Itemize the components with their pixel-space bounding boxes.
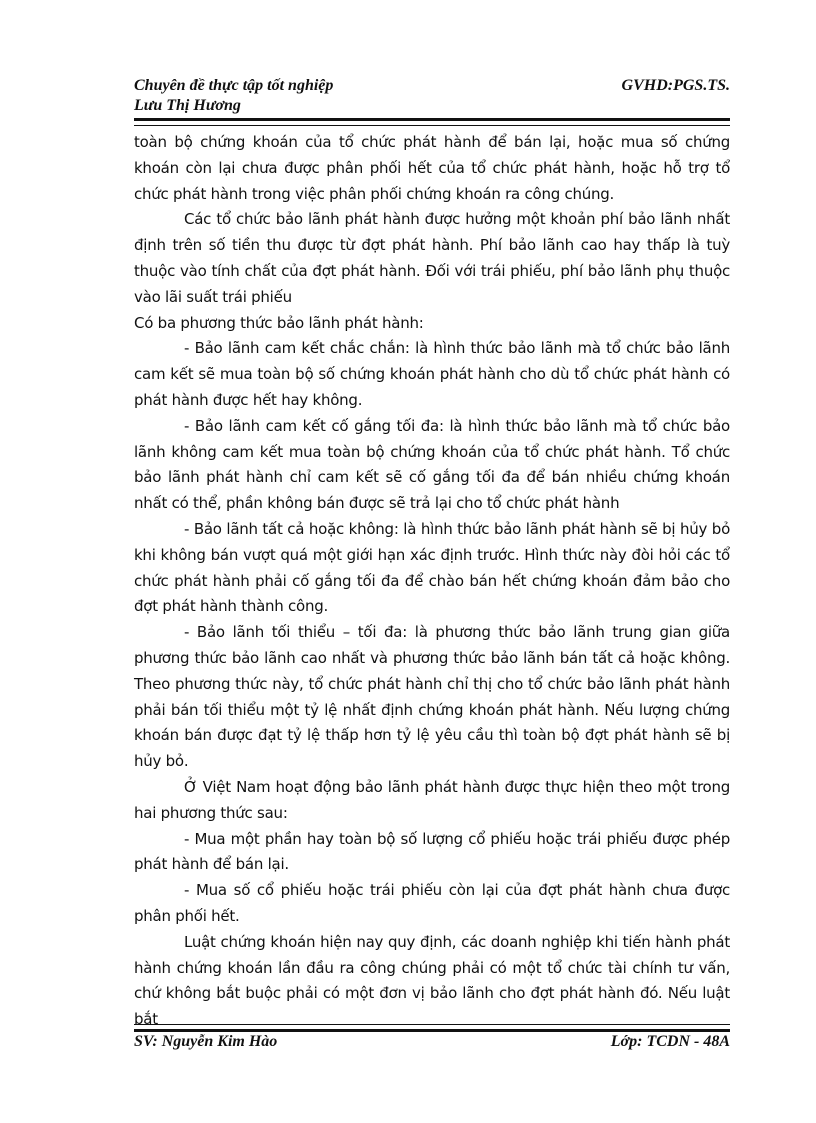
- document-body: [134, 130, 730, 1033]
- paragraph: Luật chứng khoán hiện nay quy định, các doanh nghiệp khi tiến hành phát hành chứng khoán lần đầu ra công chúng phải có một tổ chức tài chính tư vấn, chứ không bắt buộc phải có một đơn vị bảo lãnh cho đợt phát hành đó. Nếu luật bắt: [134, 932, 730, 1029]
- list-item: - Mua một phần hay toàn bộ số lượng cổ phiếu hoặc trái phiếu được phép phát hành để bán lại.: [134, 829, 730, 874]
- paragraph: toàn bộ chứng khoán của tổ chức phát hành để bán lại, hoặc mua số chứng khoán còn lại chưa được phân phối hết của tổ chức phát hành, hoặc hỗ trợ tổ chức phát hành trong việc phân phối chứng khoán ra công chúng.: [134, 133, 730, 203]
- paragraph: Có ba phương thức bảo lãnh phát hành:: [134, 313, 424, 332]
- footer-divider: [134, 1024, 730, 1032]
- header-divider: [134, 118, 730, 126]
- list-item: - Bảo lãnh tất cả hoặc không: là hình thức bảo lãnh phát hành sẽ bị hủy bỏ khi không bán vượt quá một giới hạn xác định trước. Hình thức này đòi hỏi các tổ chức phát hành phải cố gắng tối đa để chào bán hết chứng khoán đảm bảo cho đợt phát hành thành công.: [134, 519, 730, 616]
- list-item: - Mua số cổ phiếu hoặc trái phiếu còn lại của đợt phát hành chưa được phân phối hết.: [134, 881, 730, 925]
- list-item: - Bảo lãnh cam kết chắc chắn: là hình thức bảo lãnh mà tổ chức bảo lãnh cam kết sẽ mua toàn bộ số chứng khoán phát hành cho dù tổ chức phát hành có phát hành được hết hay không.: [134, 339, 730, 409]
- footer-student: SV: Nguyễn Kim Hào: [134, 1033, 278, 1050]
- paragraph: Các tổ chức bảo lãnh phát hành được hưởng một khoản phí bảo lãnh nhất định trên số tiền thu được từ đợt phát hành. Phí bảo lãnh cao hay thấp là tuỳ thuộc vào tính chất của đợt phát hành. Đối với trái phiếu, phí bảo lãnh phụ thuộc vào lãi suất trái phiếu: [134, 210, 730, 306]
- footer-class: Lớp: TCDN - 48A: [610, 1033, 730, 1050]
- paragraph: Ở Việt Nam hoạt động bảo lãnh phát hành được thực hiện theo một trong hai phương thức sau:: [134, 777, 730, 822]
- page-footer: [134, 1032, 730, 1052]
- list-item: - Bảo lãnh tối thiểu – tối đa: là phương thức bảo lãnh trung gian giữa phương thức bảo lãnh cao nhất và phương thức bảo lãnh bán tất cả hoặc không. Theo phương thức này, tổ chức phát hành chỉ thị cho tổ chức bảo lãnh phát hành phải bán tối thiểu một tỷ lệ nhất định chứng khoán phát hành. Nếu lượng chứng khoán bán được đạt tỷ lệ thấp hơn tỷ lệ yêu cầu thì toàn bộ đợt phát hành sẽ bị hủy bỏ.: [134, 623, 730, 771]
- header-author: Lưu Thị Hương: [134, 97, 241, 114]
- list-item: - Bảo lãnh cam kết cố gắng tối đa: là hình thức bảo lãnh mà tổ chức bảo lãnh không cam kết mua toàn bộ chứng khoán của tổ chức phát hành. Tổ chức bảo lãnh phát hành chỉ cam kết sẽ cố gắng tối đa để bán nhiều chứng khoán nhất có thể, phần không bán được sẽ trả lại cho tổ chức phát hành: [134, 416, 730, 513]
- header-title: Chuyên đề thực tập tốt nghiệp: [134, 77, 334, 94]
- page-header: [134, 76, 730, 116]
- header-row: [134, 76, 730, 96]
- header-supervisor: GVHD:PGS.TS.: [621, 77, 730, 94]
